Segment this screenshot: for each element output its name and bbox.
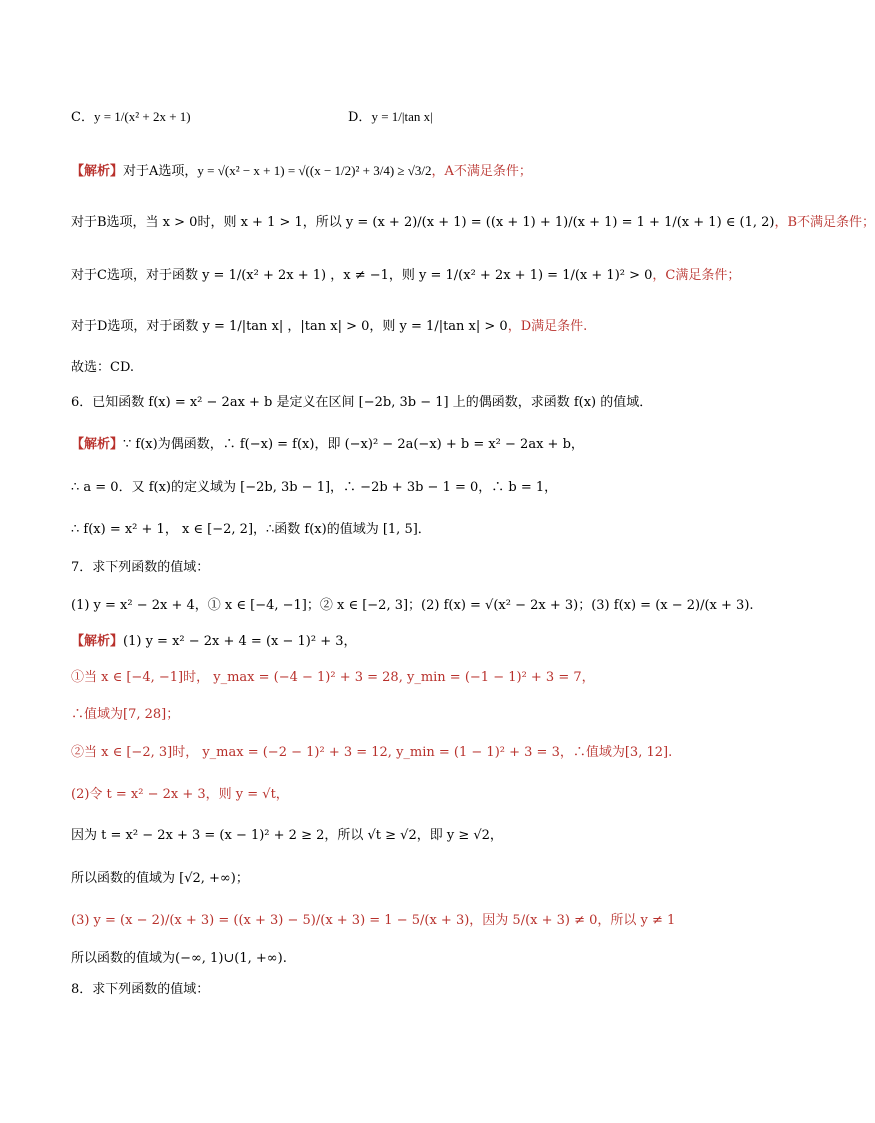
q6-analysis-1-text: ∵ f(x)为偶函数，∴ f(−x) = f(x)，即 (−x)² − 2a(−x) + b = x² − 2ax + b， (123, 437, 584, 452)
q7-analysis-9-text: 所以函数的值域为(−∞, 1)∪(1, +∞). (71, 951, 287, 966)
question-7-text: 7．求下列函数的值域： (71, 560, 210, 575)
analysis-d-conclusion: ，D满足条件. (507, 319, 588, 334)
q7-analysis-8-text: (3) y = (x − 2)/(x + 3) = ((x + 3) − 5)/(x + 3) = 1 − 5/(x + 3)，因为 5/(x + 3) ≠ 0，所以 y ≠ 1 (71, 913, 676, 928)
q7-analysis-6-text: 因为 t = x² − 2x + 3 = (x − 1)² + 2 ≥ 2，所以 √t ≥ √2，即 y ≥ √2， (71, 828, 503, 843)
answer-text: 故选：CD. (71, 360, 135, 375)
analysis-tag: 【解析】 (71, 164, 124, 179)
q7-analysis-4 (71, 744, 734, 762)
analysis-c-text: 对于C选项，对于函数 y = 1/(x² + 2x + 1) ，x ≠ −1，则 y = 1/(x² + 2x + 1) = 1/(x + 1)² > 0 (71, 268, 653, 283)
q7-analysis-8 (71, 912, 734, 930)
q7-analysis-5-text: (2)令 t = x² − 2x + 3，则 y = √t， (71, 787, 289, 802)
analysis-b-text: 对于B选项，当 x > 0时，则 x + 1 > 1，所以 y = (x + 2)/(x + 1) = ((x + 1) + 1)/(x + 1) = 1 + 1/(x + 1) ∈ (1, 2) (71, 215, 775, 230)
option-c-formula: y = 1/(x² + 2x + 1) (93, 109, 191, 124)
analysis-a (71, 162, 734, 181)
analysis-b-conclusion: ，B不满足条件； (774, 215, 875, 230)
q7-analysis-5 (71, 786, 734, 804)
analysis-d-text: 对于D选项，对于函数 y = 1/|tan x| ，|tan x| > 0，则 y = 1/|tan x| > 0 (71, 319, 508, 334)
q6-analysis-1 (71, 436, 734, 454)
q7-analysis-4-text: ②当 x ∈ [−2, 3]时， y_max = (−2 − 1)² + 3 = 12, y_min = (1 − 1)² + 3 = 3，∴值域为[3, 12]. (71, 745, 673, 760)
q7-analysis-1-text: (1) y = x² − 2x + 4 = (x − 1)² + 3， (123, 634, 357, 649)
question-6-text: 6．已知函数 f(x) = x² − 2ax + b 是定义在区间 [−2b, 3b − 1] 上的偶函数，求函数 f(x) 的值域． (71, 395, 653, 410)
q6-analysis-3-text: ∴ f(x) = x² + 1， x ∈ [−2, 2]，∴函数 f(x)的值域为 [1, 5]． (71, 522, 431, 537)
option-d-formula: y = 1/|tan x| (371, 109, 433, 124)
analysis-d (71, 318, 734, 336)
analysis-c (71, 267, 741, 285)
q7-analysis-7 (71, 870, 734, 888)
q7-analysis-7-text: 所以函数的值域为 [√2, +∞)； (71, 871, 249, 886)
question-7-parts (71, 597, 754, 615)
analysis-b (71, 214, 875, 232)
q6-analysis-2 (71, 479, 734, 497)
option-d-label: D． (348, 110, 372, 125)
analysis-a-formula: y = √(x² − x + 1) = √((x − 1/2)² + 3/4) ≥ √3/2 (197, 163, 432, 178)
analysis-tag: 【解析】 (71, 437, 124, 452)
question-7-parts-text: (1) y = x² − 2x + 4，① x ∈ [−4, −1]；② x ∈ [−2, 3]；(2) f(x) = √(x² − 2x + 3)；(3) f(x) = (x − 2)/(x + 3). (71, 598, 754, 613)
analysis-tag: 【解析】 (71, 634, 124, 649)
q7-analysis-2 (71, 669, 734, 687)
q7-analysis-1 (71, 633, 734, 651)
question-8-text: 8．求下列函数的值域： (71, 982, 210, 997)
q7-analysis-9 (71, 950, 734, 968)
analysis-a-conclusion: ，A不满足条件； (431, 164, 532, 179)
question-7 (71, 559, 734, 577)
analysis-a-text: 对于A选项， (123, 164, 198, 179)
question-6 (71, 394, 734, 412)
option-c-d-row (71, 108, 734, 127)
option-c-label: C． (71, 110, 94, 125)
q7-analysis-2-text: ①当 x ∈ [−4, −1]时， y_max = (−4 − 1)² + 3 = 28, y_min = (−1 − 1)² + 3 = 7， (71, 670, 595, 685)
q6-analysis-3 (71, 521, 734, 539)
answer-line (71, 359, 734, 377)
q7-analysis-3-text: ∴值域为[7, 28]； (71, 707, 180, 722)
analysis-c-conclusion: ，C满足条件； (652, 268, 741, 283)
q7-analysis-6 (71, 827, 734, 845)
q7-analysis-3 (71, 706, 734, 724)
question-8 (71, 981, 734, 999)
q6-analysis-2-text: ∴ a = 0．又 f(x)的定义域为 [−2b, 3b − 1]，∴ −2b + 3b − 1 = 0，∴ b = 1， (71, 480, 558, 495)
